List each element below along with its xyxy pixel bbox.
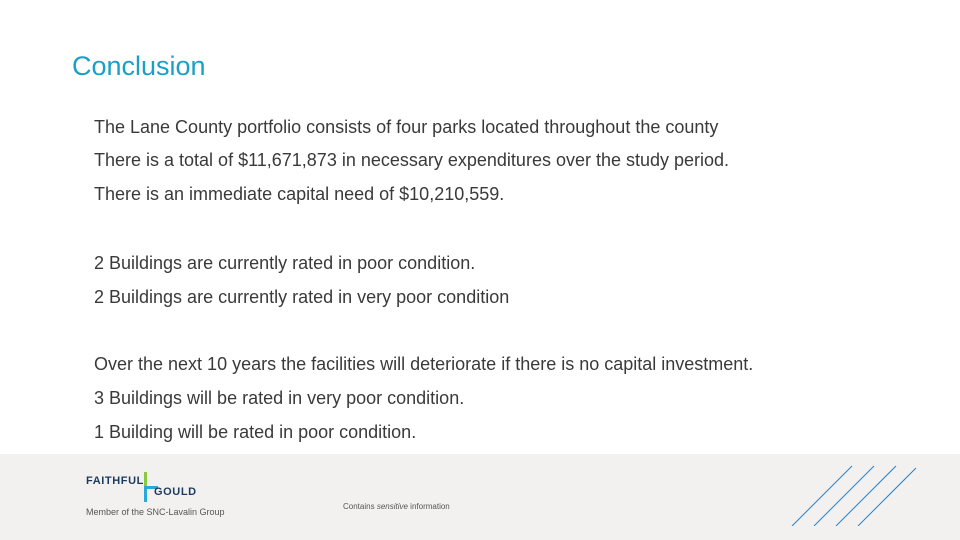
classification-suffix: information bbox=[410, 502, 450, 511]
faithful-gould-logo bbox=[86, 472, 225, 538]
logo-word-gould: GOULD bbox=[154, 486, 197, 498]
bullet-item: 2 Buildings are currently rated in very poor condition bbox=[94, 287, 510, 307]
bullet-item: 3 Buildings will be rated in very poor condition. bbox=[94, 388, 465, 408]
bullet-item: There is a total of $11,671,873 in necessary expenditures over the study period. bbox=[94, 150, 730, 170]
bullet-item: Over the next 10 years the facilities will deteriorate if there is no capital investment. bbox=[94, 354, 754, 374]
bullet-item: There is an immediate capital need of $10,210,559. bbox=[94, 184, 505, 204]
footer-bar bbox=[0, 454, 960, 540]
diagonal-stripes-icon bbox=[790, 462, 920, 526]
logo-tagline: Member of the SNC-Lavalin Group bbox=[86, 507, 225, 517]
logo-word-faithful: FAITHFUL bbox=[86, 475, 144, 487]
bullet-item: 2 Buildings are currently rated in poor condition. bbox=[94, 253, 476, 273]
classification-emphasis: sensitive bbox=[376, 502, 408, 511]
bullet-item: The Lane County portfolio consists of four parks located throughout the county bbox=[94, 117, 719, 137]
page-title: Conclusion bbox=[72, 51, 206, 81]
classification-prefix: Contains bbox=[343, 502, 375, 511]
bullet-item: 1 Building will be rated in poor condition. bbox=[94, 422, 417, 442]
classification-label bbox=[343, 502, 450, 511]
